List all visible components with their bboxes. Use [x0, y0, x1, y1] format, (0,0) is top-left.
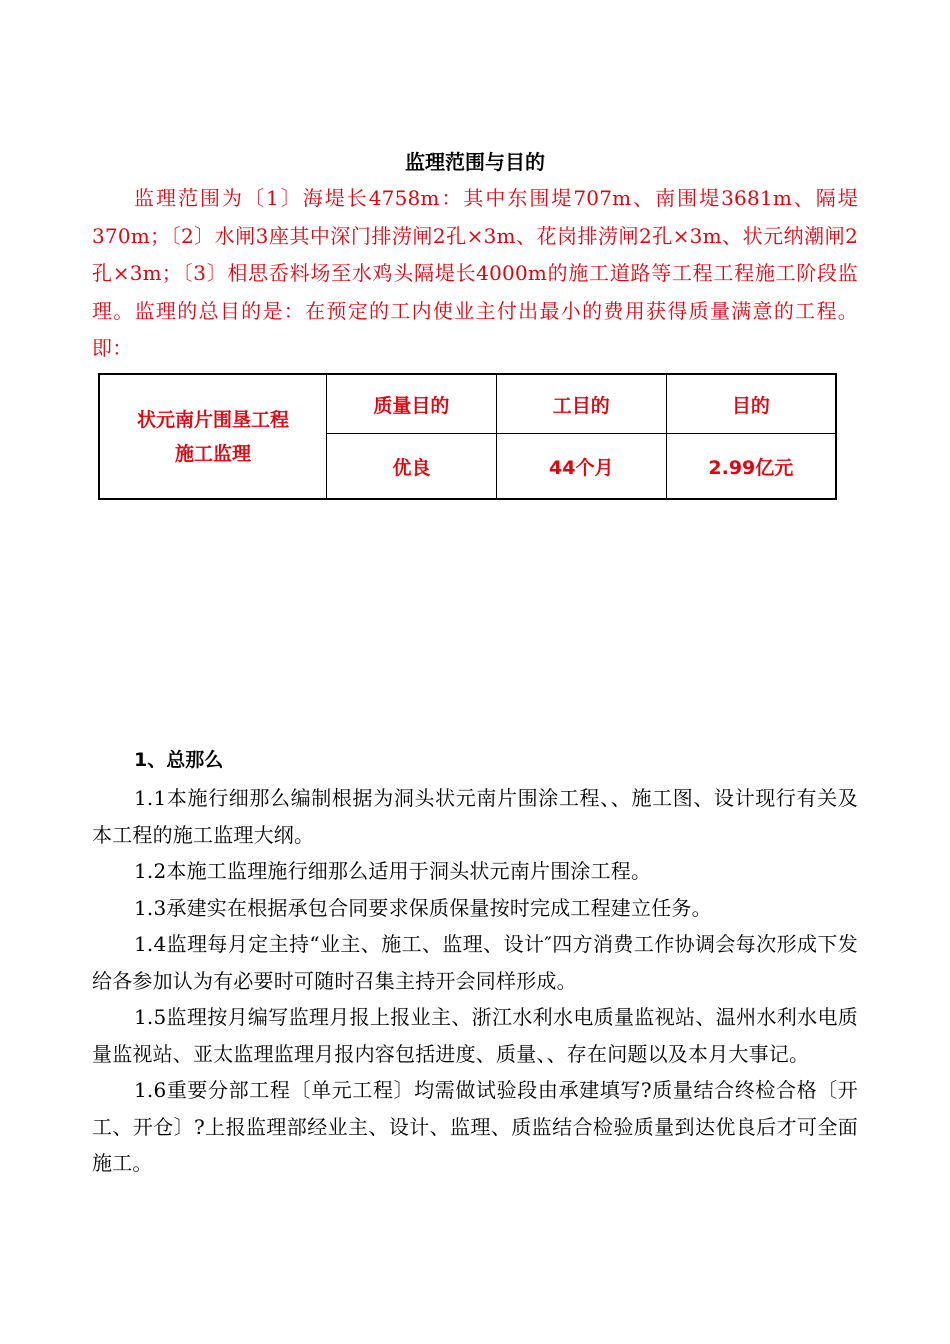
project-name-line1: 状元南片围垦工程	[136, 408, 289, 431]
paragraph-1-2: 1.2本施工监理施行细那么适用于洞头状元南片围涂工程。	[134, 859, 652, 883]
paragraph-1-1: 1.1本施行细那么编制根据为洞头状元南片围涂工程、、施工图、设计现行有关及本工程的施工监理大纲。	[92, 786, 858, 847]
section-heading: 1、总那么	[134, 749, 224, 771]
paragraph-1-3: 1.3承建实在根据承包合同要求保质保量按时完成工程建立任务。	[134, 895, 712, 920]
project-name-line2: 施工监理	[174, 442, 251, 465]
value-schedule-goal: 44个月	[496, 434, 666, 500]
value-quality-goal: 优良	[327, 434, 497, 500]
header-cost-goal: 目的	[666, 374, 836, 434]
paragraph-1-4: 1.4监理每月定主持“业主、施工、监理、设计″四方消费工作协调会每次形成下发给各参加认为有必要时可随时召集主持开会同样形成。	[92, 932, 858, 993]
header-quality-goal: 质量目的	[327, 374, 497, 434]
paragraph-1-6: 1.6重要分部工程〔单元工程〕均需做试验段由承建填写?质量结合终检合格〔开工、开仓〕?上报监理部经业主、设计、监理、质监结合检验质量到达优良后才可全面施工。	[92, 1078, 858, 1175]
goals-table	[98, 373, 837, 500]
project-name-cell	[99, 374, 327, 499]
page-title: 监理范围与目的	[405, 150, 545, 174]
value-cost-goal: 2.99亿元	[666, 434, 836, 500]
table-row	[99, 374, 836, 434]
section-body	[92, 780, 858, 1182]
header-schedule-goal: 工目的	[496, 374, 666, 434]
paragraph-1-5: 1.5监理按月编写监理月报上报业主、浙江水利水电质量监视站、温州水利水电质量监视站、亚太监理监理月报内容包括进度、质量、、存在问题以及本月大事记。	[92, 1005, 858, 1066]
scope-paragraph: 监理范围为〔1〕海堤长4758m：其中东围堤707m、南围堤3681m、隔堤370m；〔2〕水闸3座其中深门排涝闸2孔×3m、花岗排涝闸2孔×3m、状元纳潮闸2孔×3m；〔3〕相思岙料场至水鸡头隔堤长4000m的施工道路等工程工程施工阶段监理。监理的总目的是：在预定的工内使业主付出最小的费用获得质量满意的工程。即：	[92, 186, 858, 360]
